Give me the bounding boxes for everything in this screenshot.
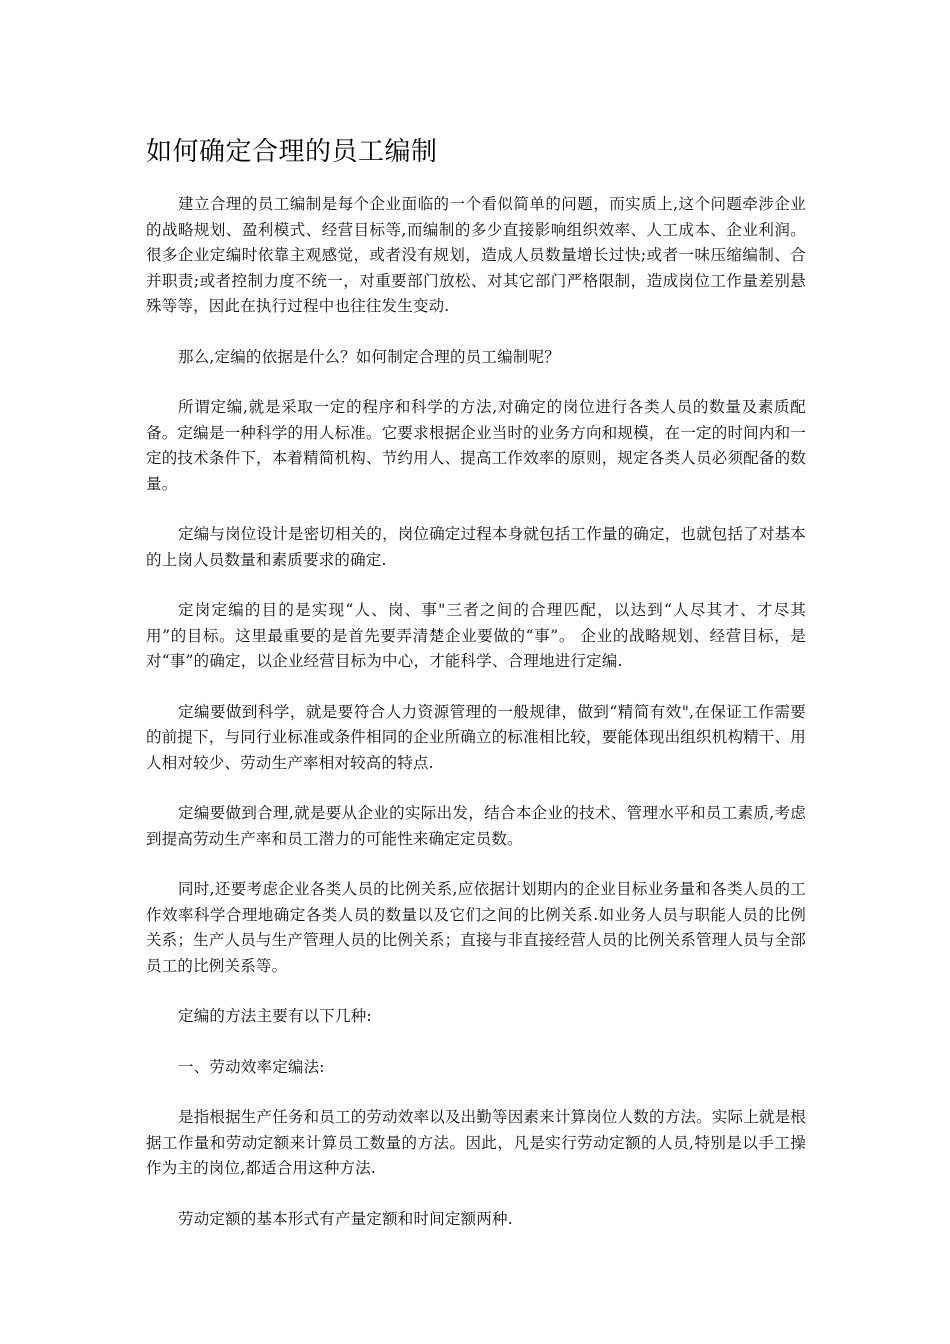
paragraph-5: 定岗定编的目的是实现“人、岗、事"三者之间的合理匹配，以达到“人尽其才、才尽其用”的目标。这里最重要的是首先要弄清楚企业要做的“事”。 企业的战略规划、经营目标，是对“事”的确定，以企业经营目标为中心，才能科学、合理地进行定编. (146, 601, 806, 670)
document-title: 如何确定合理的员工编制 (146, 137, 438, 167)
paragraph-11: 是指根据生产任务和员工的劳动效率以及出勤等因素来计算岗位人数的方法。实际上就是根据工作量和劳动定额来计算员工数量的方法。因此，凡是实行劳动定额的人员,特别是以手工操作为主的岗位,都适合用这种方法. (146, 1108, 807, 1177)
paragraph-6: 定编要做到科学，就是要符合人力资源管理的一般规律，做到“精简有效",在保证工作需要的前提下，与同行业标准或条件相同的企业所确立的标准相比较，要能体现出组织机构精干、用人相对较少、劳动生产率相对较高的特点. (146, 702, 806, 772)
paragraph-9: 定编的方法主要有以下几种: (178, 1007, 372, 1025)
paragraph-1: 建立合理的员工编制是每个企业面临的一个看似简单的问题，而实质上,这个问题牵涉企业的战略规划、盈利模式、经营目标等,而编制的多少直接影响组织效率、人工成本、企业利润。很多企业定编时依靠主观感觉，或者没有规划，造成人员数量增长过快;或者一味压缩编制、合并职责;或者控制力度不统一，对重要部门放松、对其它部门严格限制，造成岗位工作量差别悬殊等等，因此在执行过程中也往往发生变动. (146, 195, 806, 315)
paragraph-8: 同时,还要考虑企业各类人员的比例关系,应依据计划期内的企业目标业务量和各类人员的工作效率科学合理地确定各类人员的数量以及它们之间的比例关系.如业务人员与职能人员的比例关系；生产人员与生产管理人员的比例关系；直接与非直接经营人员的比例关系管理人员与全部员工的比例关系等。 (146, 880, 806, 975)
document-page (146, 132, 806, 1257)
paragraph-12: 劳动定额的基本形式有产量定额和时间定额两种. (178, 1209, 513, 1228)
paragraph-3: 所谓定编,就是采取一定的程序和科学的方法,对确定的岗位进行各类人员的数量及素质配备。定编是一种科学的用人标准。它要求根据企业当时的业务方向和规模，在一定的时间内和一定的技术条件下，本着精简机构、节约用人、提高工作效率的原则，规定各类人员必须配备的数量。 (146, 398, 806, 493)
paragraph-7: 定编要做到合理,就是要从企业的实际出发，结合本企业的技术、管理水平和员工素质,考虑到提高劳动生产率和员工潜力的可能性来确定定员数。 (146, 804, 806, 848)
paragraph-4: 定编与岗位设计是密切相关的，岗位确定过程本身就包括工作量的确定，也就包括了对基本的上岗人员数量和素质要求的确定. (146, 525, 807, 569)
paragraph-10: 一、劳动效率定编法: (178, 1057, 325, 1076)
paragraph-2: 那么,定编的依据是什么？如何制定合理的员工编制呢？ (178, 347, 560, 366)
